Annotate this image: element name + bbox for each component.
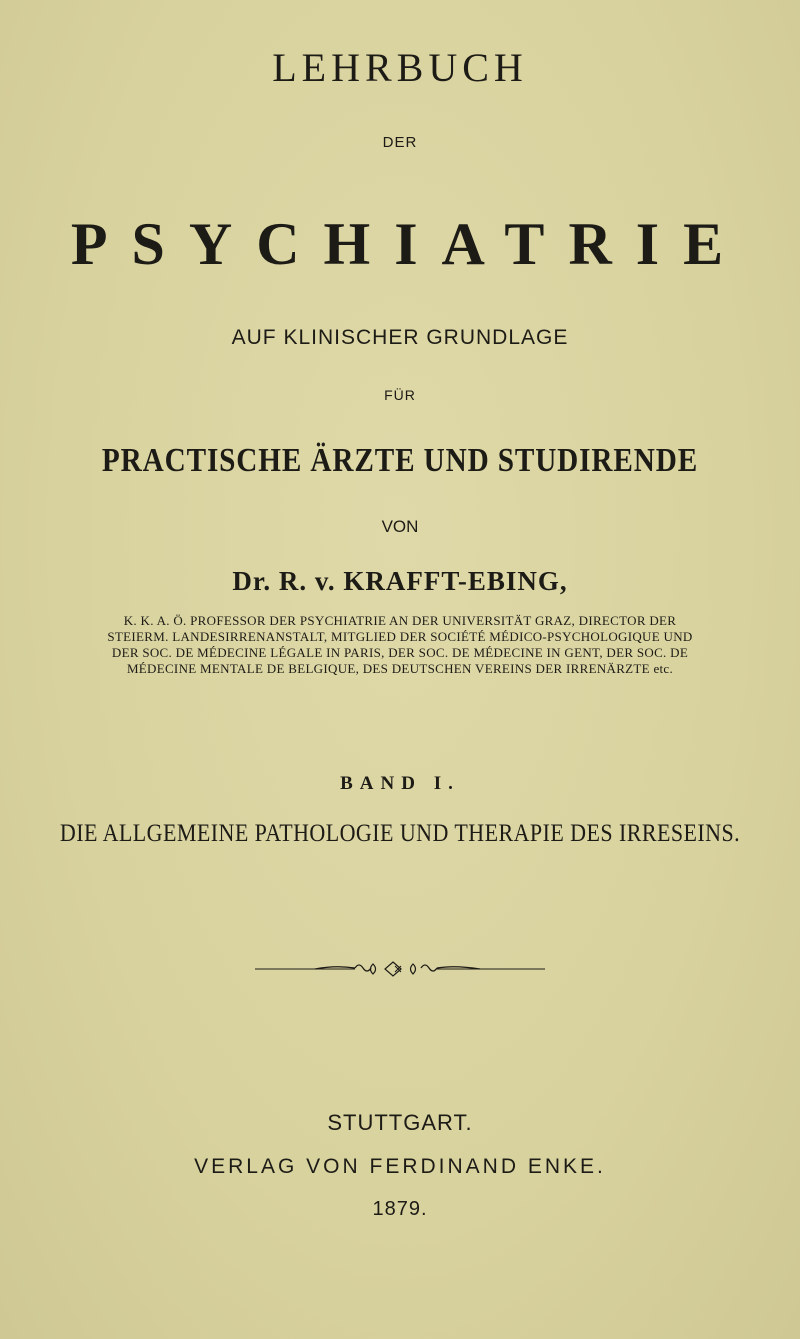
article-der: DER [382, 134, 418, 151]
author-credentials-line: MÉDECINE MENTALE DE BELGIQUE, DES DEUTSCHEN VEREINS DER IRRENÄRZTE etc. [126, 661, 674, 676]
publication-year: 1879. [372, 1198, 428, 1220]
preposition-fuer: FÜR [384, 387, 416, 403]
volume-title: DIE ALLGEMEINE PATHOLOGIE UND THERAPIE DES IRRESEINS. [59, 820, 741, 847]
author-credentials-line: DER SOC. DE MÉDECINE LÉGALE IN PARIS, DER SOC. DE MÉDECINE IN GENT, DER SOC. DE [111, 645, 689, 660]
author-name: Dr. R. v. KRAFFT-EBING, [232, 566, 568, 596]
volume-number: BAND I. [340, 773, 460, 794]
author-credentials-line: STEIERM. LANDESIRRENANSTALT, MITGLIED DER SOCIÉTÉ MÉDICO-PSYCHOLOGIQUE UND [107, 629, 693, 644]
subtitle-basis: AUF KLINISCHER GRUNDLAGE [231, 326, 569, 349]
book-type-heading: LEHRBUCH [272, 45, 528, 90]
publisher: VERLAG VON FERDINAND ENKE. [194, 1155, 606, 1178]
author-credentials-line: K. K. A. Ö. PROFESSOR DER PSYCHIATRIE AN DER UNIVERSITÄT GRAZ, DIRECTOR DER [123, 613, 677, 628]
preposition-von: VON [381, 517, 419, 536]
audience-heading: PRACTISCHE ÄRZTE UND STUDIRENDE [101, 442, 699, 479]
main-title: PSYCHIATRIE [70, 211, 748, 277]
ornamental-divider [255, 958, 545, 978]
publication-city: STUTTGART. [327, 1110, 473, 1135]
